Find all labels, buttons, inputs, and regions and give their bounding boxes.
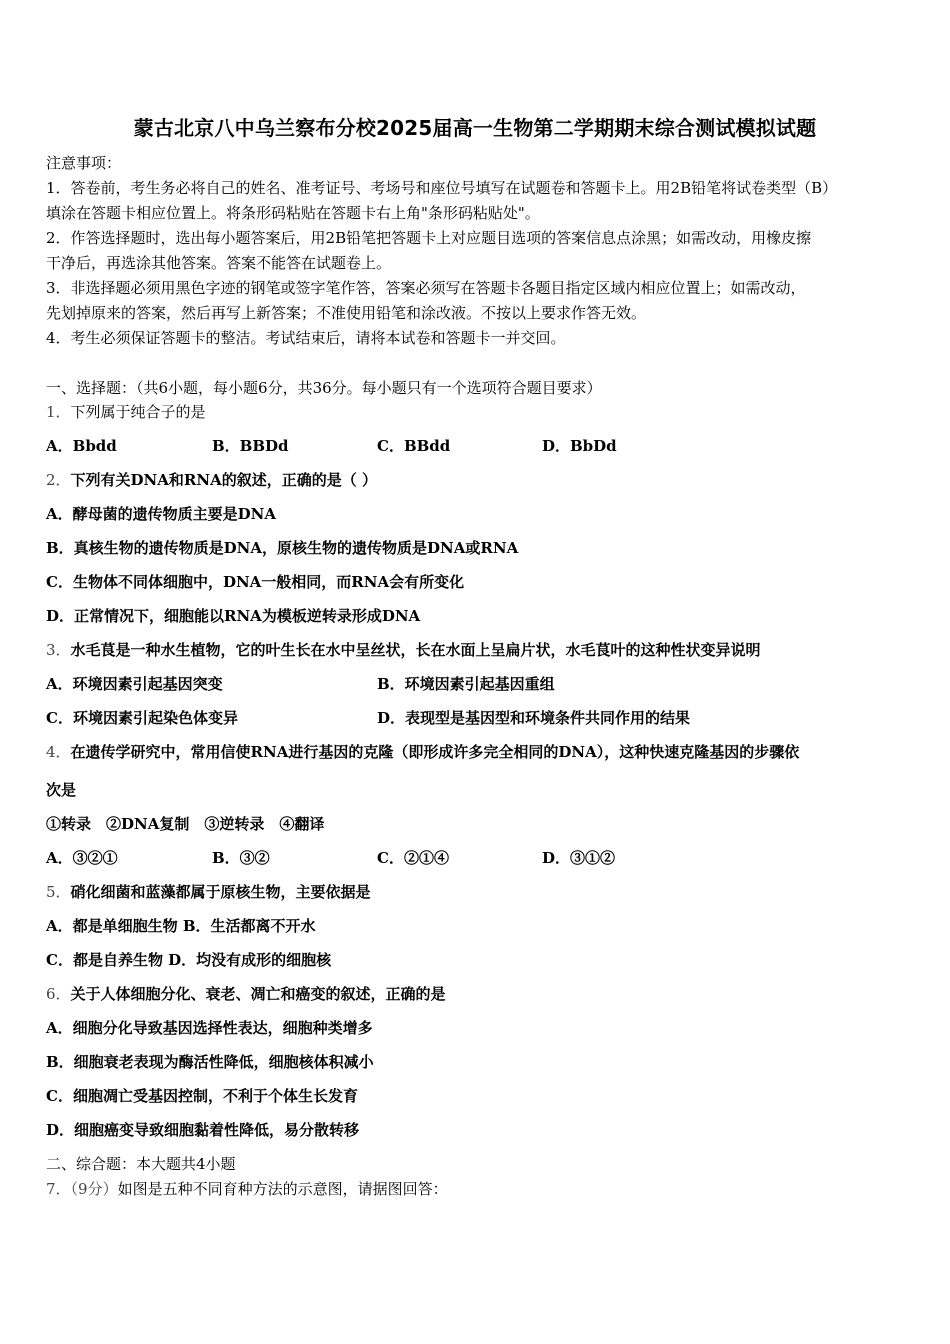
- q6-option-a: A．细胞分化导致基因选择性表达，细胞种类增多: [46, 1019, 373, 1037]
- question-stem: 在遗传学研究中，常用信使RNA进行基因的克隆（即形成许多完全相同的DNA），这种快速克隆基因的步骤依: [70, 743, 800, 761]
- q2-option-c: C．生物体不同体细胞中，DNA一般相同，而RNA会有所变化: [46, 573, 465, 591]
- question-4-continued: 次是: [46, 781, 77, 799]
- question-number: 2．: [46, 471, 71, 489]
- q4-option-d: D．③①②: [542, 849, 616, 867]
- question-3: [46, 639, 761, 660]
- question-number: 6．: [46, 985, 71, 1003]
- question-stem: 如图是五种不同育种方法的示意图，请据图回答：: [117, 1180, 448, 1198]
- q1-option-d: D．BbDd: [542, 437, 617, 455]
- question-6: [46, 983, 446, 1004]
- question-stem: 水毛茛是一种水生植物，它的叶生长在水中呈丝状，长在水面上呈扁片状，水毛茛叶的这种性状变异说明: [70, 641, 761, 659]
- question-stem: 关于人体细胞分化、衰老、凋亡和癌变的叙述，正确的是: [70, 985, 446, 1003]
- notice-line: 4．考生必须保证答题卡的整洁。考试结束后，请将本试卷和答题卡一并交回。: [46, 329, 566, 347]
- notice-line: 填涂在答题卡相应位置上。将条形码粘贴在答题卡右上角"条形码粘贴处"。: [46, 204, 540, 222]
- q3-option-d: D．表现型是基因型和环境条件共同作用的结果: [377, 709, 691, 727]
- notice-line: 1．答卷前，考生务必将自己的姓名、准考证号、考场号和座位号填写在试题卷和答题卡上。用2B铅笔将试卷类型（B）: [46, 179, 838, 197]
- q6-option-c: C．细胞凋亡受基因控制，不利于个体生长发育: [46, 1087, 358, 1105]
- q5-options-ab: A．都是单细胞生物 B．生活都离不开水: [46, 917, 316, 935]
- section-heading-comprehensive: 二、综合题：本大题共4小题: [46, 1155, 236, 1173]
- section-heading-choice: 一、选择题：（共6小题，每小题6分，共36分。每小题只有一个选项符合题目要求）: [46, 379, 602, 397]
- q4-option-b: B．③②: [212, 849, 270, 867]
- q4-option-a: A．③②①: [46, 849, 118, 867]
- question-4: [46, 741, 799, 762]
- q3-option-b: B．环境因素引起基因重组: [377, 675, 555, 693]
- q2-option-b: B．真核生物的遗传物质是DNA，原核生物的遗传物质是DNA或RNA: [46, 539, 519, 557]
- question-5: [46, 881, 371, 902]
- question-stem: 下列有关DNA和RNA的叙述，正确的是（ ）: [70, 471, 377, 489]
- q6-option-d: D．细胞癌变导致细胞黏着性降低，易分散转移: [46, 1121, 360, 1139]
- question-stem: 下列属于纯合子的是: [70, 403, 206, 421]
- q4-option-c: C．②①④: [377, 849, 449, 867]
- q1-option-c: C．BBdd: [377, 437, 451, 455]
- question-number: 7．: [46, 1180, 71, 1198]
- q3-option-a: A．环境因素引起基因突变: [46, 675, 223, 693]
- notice-line: 3．非选择题必须用黑色字迹的钢笔或签字笔作答，答案必须写在答题卡各题目指定区域内相应位置上；如需改动，: [46, 279, 806, 297]
- q1-option-a: A．Bbdd: [46, 437, 117, 455]
- question-4-items: ①转录 ②DNA复制 ③逆转录 ④翻译: [46, 815, 325, 833]
- question-1: [46, 401, 206, 422]
- question-stem: 硝化细菌和蓝藻都属于原核生物，主要依据是: [70, 883, 371, 901]
- question-score: （9分）: [70, 1180, 118, 1198]
- page-title: 蒙古北京八中乌兰察布分校2025届高一生物第二学期期末综合测试模拟试题: [133, 116, 817, 140]
- q2-option-a: A．酵母菌的遗传物质主要是DNA: [46, 505, 276, 523]
- question-number: 5．: [46, 883, 71, 901]
- question-number: 1．: [46, 403, 71, 421]
- question-number: 4．: [46, 743, 71, 761]
- q6-option-b: B．细胞衰老表现为酶活性降低，细胞核体积减小: [46, 1053, 374, 1071]
- q5-options-cd: C．都是自养生物 D．均没有成形的细胞核: [46, 951, 332, 969]
- question-number: 3．: [46, 641, 71, 659]
- q3-option-c: C．环境因素引起染色体变异: [46, 709, 238, 727]
- question-2: [46, 469, 377, 490]
- q1-option-b: B．BBDd: [212, 437, 289, 455]
- q2-option-d: D．正常情况下，细胞能以RNA为模板逆转录形成DNA: [46, 607, 421, 625]
- notice-heading: 注意事项：: [46, 154, 122, 172]
- notice-line: 干净后，再选涂其他答案。答案不能答在试题卷上。: [46, 254, 392, 272]
- notice-line: 先划掉原来的答案，然后再写上新答案；不准使用铅笔和涂改液。不按以上要求作答无效。: [46, 304, 647, 322]
- notice-line: 2．作答选择题时，选出每小题答案后，用2B铅笔把答题卡上对应题目选项的答案信息点涂黑；如需改动，用橡皮擦: [46, 229, 812, 247]
- question-7: [46, 1178, 448, 1199]
